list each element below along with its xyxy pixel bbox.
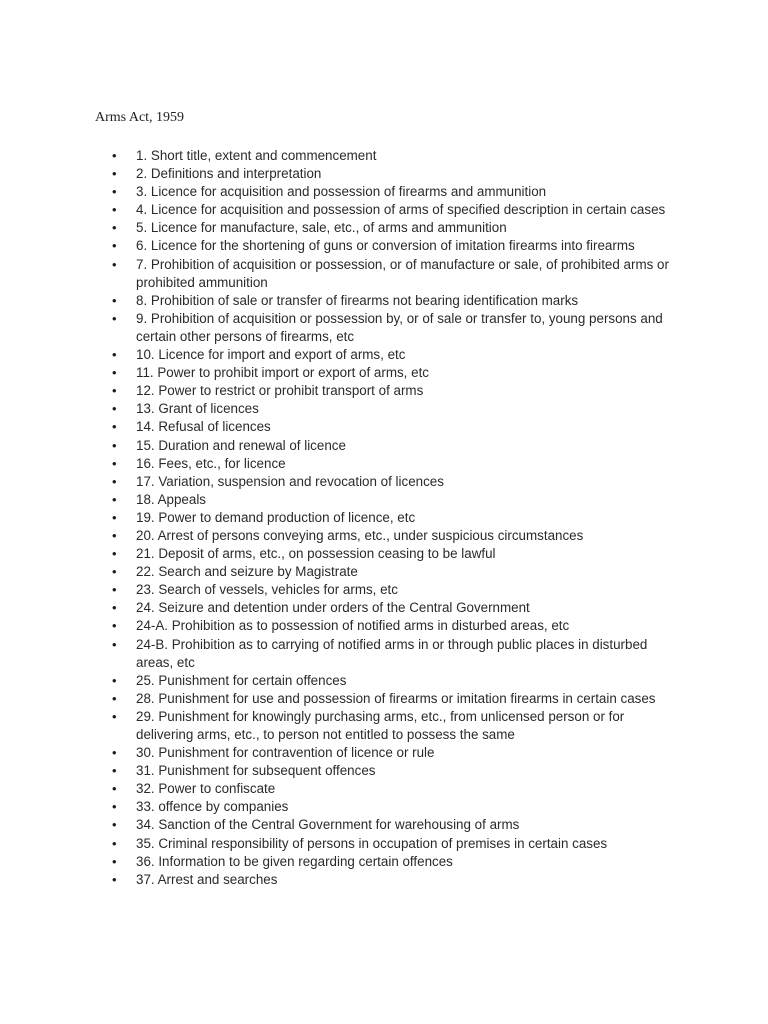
list-item: • 18. Appeals	[112, 491, 682, 509]
list-item: • 15. Duration and renewal of licence	[112, 437, 682, 455]
list-item: • 37. Arrest and searches	[112, 871, 682, 889]
list-item: • 14. Refusal of licences	[112, 418, 682, 436]
list-item: • 32. Power to confiscate	[112, 780, 682, 798]
list-item: • 24-A. Prohibition as to possession of notified arms in disturbed areas, etc	[112, 617, 682, 635]
list-item: • 17. Variation, suspension and revocation of licences	[112, 473, 682, 491]
list-item: • 3. Licence for acquisition and possession of firearms and ammunition	[112, 183, 682, 201]
list-item: • 9. Prohibition of acquisition or possession by, or of sale or transfer to, young persons and certain other persons of firearms, etc	[112, 310, 682, 346]
list-item: • 36. Information to be given regarding certain offences	[112, 853, 682, 871]
list-item: • 19. Power to demand production of licence, etc	[112, 509, 682, 527]
list-item: • 11. Power to prohibit import or export of arms, etc	[112, 364, 682, 382]
list-item: • 8. Prohibition of sale or transfer of firearms not bearing identification marks	[112, 292, 682, 310]
list-item: • 5. Licence for manufacture, sale, etc., of arms and ammunition	[112, 219, 682, 237]
list-item: • 20. Arrest of persons conveying arms, etc., under suspicious circumstances	[112, 527, 682, 545]
list-item: • 21. Deposit of arms, etc., on possession ceasing to be lawful	[112, 545, 682, 563]
list-item: • 23. Search of vessels, vehicles for arms, etc	[112, 581, 682, 599]
list-item: • 10. Licence for import and export of arms, etc	[112, 346, 682, 364]
list-item: • 1. Short title, extent and commencement	[112, 147, 682, 165]
list-item: • 34. Sanction of the Central Government for warehousing of arms	[112, 816, 682, 834]
list-item: • 24. Seizure and detention under orders of the Central Government	[112, 599, 682, 617]
document-title: Arms Act, 1959	[95, 110, 185, 125]
list-item: • 13. Grant of licences	[112, 400, 682, 418]
list-item: • 29. Punishment for knowingly purchasing arms, etc., from unlicensed person or for delivering arms, etc., to person not entitled to possess the same	[112, 708, 682, 744]
list-item: • 30. Punishment for contravention of licence or rule	[112, 744, 682, 762]
list-item: • 24-B. Prohibition as to carrying of notified arms in or through public places in disturbed areas, etc	[112, 636, 682, 672]
list-item: • 28. Punishment for use and possession of firearms or imitation firearms in certain cases	[112, 690, 682, 708]
list-item: • 31. Punishment for subsequent offences	[112, 762, 682, 780]
list-item: • 25. Punishment for certain offences	[112, 672, 682, 690]
list-item: • 22. Search and seizure by Magistrate	[112, 563, 682, 581]
list-item: • 16. Fees, etc., for licence	[112, 455, 682, 473]
list-item: • 4. Licence for acquisition and possession of arms of specified description in certain cases	[112, 201, 682, 219]
list-item: • 2. Definitions and interpretation	[112, 165, 682, 183]
list-item: • 35. Criminal responsibility of persons in occupation of premises in certain cases	[112, 835, 682, 853]
list-item: • 7. Prohibition of acquisition or possession, or of manufacture or sale, of prohibited arms or prohibited ammunition	[112, 256, 682, 292]
list-item: • 12. Power to restrict or prohibit transport of arms	[112, 382, 682, 400]
list-item: • 6. Licence for the shortening of guns or conversion of imitation firearms into firearms	[112, 237, 682, 255]
list-item: • 33. offence by companies	[112, 798, 682, 816]
section-list	[112, 147, 682, 889]
